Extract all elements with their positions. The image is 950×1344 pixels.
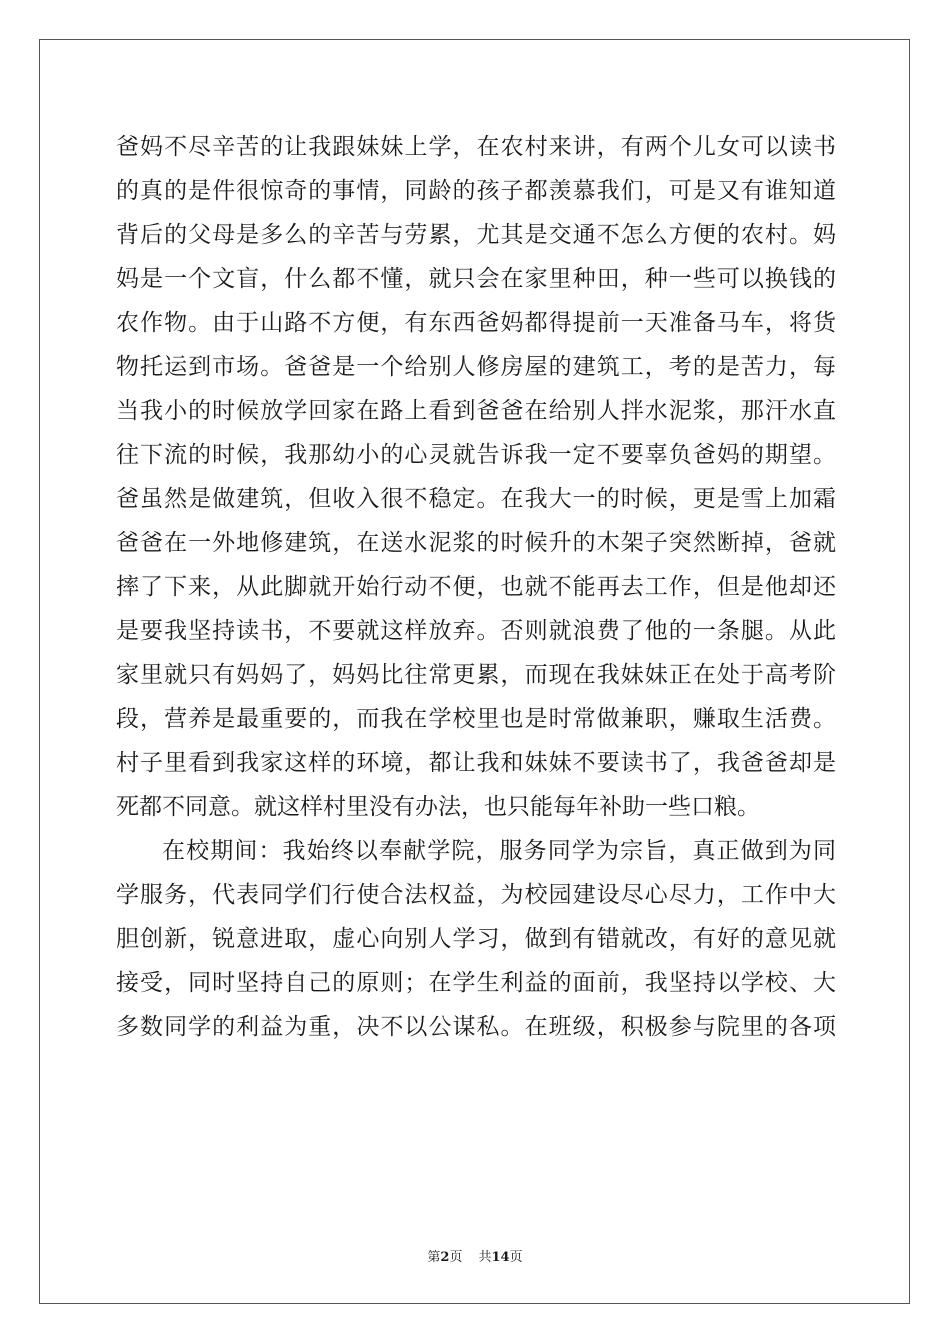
paragraph-1-line-16: 死都不同意。就这样村里没有办法，也只能每年补助一些口粮。 — [116, 794, 760, 820]
paragraph-1-line-15: 村子里看到我家这样的环境，都让我和妹妹不要读书了，我爸爸却是 — [116, 750, 836, 776]
paragraph-1-line-14: 段，营养是最重要的，而我在学校里也是时常做兼职，赚取生活费。 — [116, 706, 836, 732]
paragraph-1-line-7: 当我小的时候放学回家在路上看到爸爸在给别人拌水泥浆，那汗水直 — [116, 398, 836, 424]
total-pages-indicator — [478, 1250, 522, 1265]
paragraph-2-line-3: 胆创新，锐意进取，虚心向别人学习，做到有错就改，有好的意见就 — [116, 926, 836, 952]
page-footer — [0, 1246, 950, 1265]
paragraph-1-line-4: 妈是一个文盲，什么都不懂，就只会在家里种田，种一些可以换钱的 — [116, 266, 836, 292]
paragraph-1-line-6: 物托运到市场。爸爸是一个给别人修房屋的建筑工，考的是苦力，每 — [116, 354, 836, 380]
page-indicator — [427, 1250, 462, 1265]
paragraph-2-line-4: 接受，同时坚持自己的原则；在学生利益的面前，我坚持以学校、大 — [116, 970, 836, 996]
paragraph-1-line-3: 背后的父母是多么的辛苦与劳累，尤其是交通不怎么方便的农村。妈 — [116, 222, 836, 248]
document-body — [116, 125, 836, 1049]
paragraph-1-line-13: 家里就只有妈妈了，妈妈比往常更累，而现在我妹妹正在处于高考阶 — [116, 662, 836, 688]
paragraph-1-line-5: 农作物。由于山路不方便，有东西爸妈都得提前一天准备马车，将货 — [116, 310, 836, 336]
paragraph-1-line-1: 爸妈不尽辛苦的让我跟妹妹上学，在农村来讲，有两个儿女可以读书 — [116, 134, 836, 160]
paragraph-1-line-12: 是要我坚持读书，不要就这样放弃。否则就浪费了他的一条腿。从此 — [116, 618, 836, 644]
paragraph-1-line-10: 爸爸在一外地修建筑，在送水泥浆的时候升的木架子突然断掉，爸就 — [116, 530, 836, 556]
paragraph-1-line-9: 爸虽然是做建筑，但收入很不稳定。在我大一的时候，更是雪上加霜 — [116, 486, 836, 512]
paragraph-2-line-2: 学服务，代表同学们行使合法权益，为校园建设尽心尽力，工作中大 — [116, 882, 836, 908]
paragraph-2-line-1: 在校期间：我始终以奉献学院，服务同学为宗旨，真正做到为同 — [162, 838, 836, 864]
paragraph-1-line-11: 摔了下来，从此脚就开始行动不便，也就不能再去工作，但是他却还 — [116, 574, 836, 600]
paragraph-1-line-2: 的真的是件很惊奇的事情，同龄的孩子都羡慕我们，可是又有谁知道 — [116, 178, 836, 204]
page-suffix: 页 — [449, 1250, 463, 1265]
total-pages-number: 14 — [491, 1250, 510, 1265]
paragraph-2-line-5: 多数同学的利益为重，决不以公谋私。在班级，积极参与院里的各项 — [116, 1014, 836, 1040]
total-suffix: 页 — [509, 1250, 523, 1265]
paragraph-1-line-8: 往下流的时候，我那幼小的心灵就告诉我一定不要辜负爸妈的期望。 — [116, 442, 836, 468]
page-prefix: 第 — [427, 1250, 441, 1265]
page-number: 2 — [440, 1250, 450, 1265]
total-prefix: 共 — [478, 1250, 492, 1265]
